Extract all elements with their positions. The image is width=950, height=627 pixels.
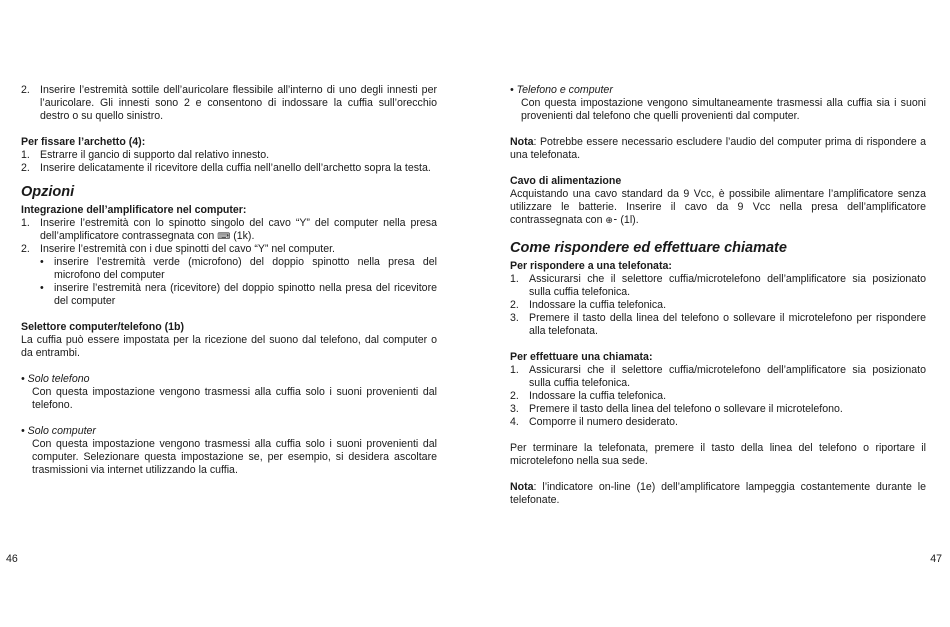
archetto-heading: Per fissare l’archetto (4): <box>21 136 146 148</box>
telefono-computer-text: Con questa impostazione vengono simultaneamente trasmessi alla cuffia sia i suoni provenienti dal telefono che quelli provenienti dal computer. <box>521 97 926 122</box>
list-item: 2. Inserire l’estremità con i due spinotti del cavo “Y” nel computer. <box>21 243 335 255</box>
computer-icon: ⌨ <box>217 231 231 241</box>
list-item: 1. Assicurarsi che il selettore cuffia/microtelefono dell’amplificatore sia posizionato sulla cuffia telefonica. <box>510 273 926 298</box>
list-item: 3. Premere il tasto della linea del telefono o sollevare il microtelefono per rispondere alla telefonata. <box>510 312 926 337</box>
solo-telefono-title: • Solo telefono <box>21 373 90 385</box>
solo-computer-text: Con questa impostazione vengono trasmessi alla cuffia solo i suoni provenienti dal computer. Selezionare questa impostazione se, per esempio, si desidera ascoltare trasmissioni via internet utilizzando la cuffia. <box>32 438 437 476</box>
rispondere-heading: Per rispondere a una telefonata: <box>510 260 672 272</box>
page-number-left: 46 <box>6 553 18 565</box>
nota-paragraph: Nota: l’indicatore on-line (1e) dell’amplificatore lampeggia costantemente durante le telefonate. <box>510 481 926 506</box>
list-item: 2. Indossare la cuffia telefonica. <box>510 390 667 402</box>
bullet-item: • inserire l’estremità verde (microfono) del doppio spinotto nella presa del microfono del computer <box>40 256 437 281</box>
list-item: 1. Estrarre il gancio di supporto dal relativo innesto. <box>21 149 270 161</box>
cavo-heading: Cavo di alimentazione <box>510 175 622 187</box>
terminare-text: Per terminare la telefonata, premere il tasto della linea del telefono o riportare il microtelefono nella sua sede. <box>510 442 926 467</box>
bullet-item: • inserire l’estremità nera (ricevitore) del doppio spinotto nella presa del ricevitore del computer <box>40 282 437 307</box>
integrazione-heading: Integrazione dell’amplificatore nel computer: <box>21 204 247 216</box>
solo-computer-title: • Solo computer <box>21 425 96 437</box>
list-item: 2. Indossare la cuffia telefonica. <box>510 299 667 311</box>
list-item: 4. Comporre il numero desiderato. <box>510 416 678 428</box>
list-item: 1. Assicurarsi che il selettore cuffia/microtelefono dell’amplificatore sia posizionato sulla cuffia telefonica. <box>510 364 926 389</box>
list-item: 2. Inserire delicatamente il ricevitore della cuffia nell’anello dell’archetto sopra la testa. <box>21 162 431 174</box>
solo-telefono-text: Con questa impostazione vengono trasmessi alla cuffia solo i suoni provenienti dal telefono. <box>32 386 437 411</box>
left-page-column <box>21 84 437 477</box>
selettore-heading: Selettore computer/telefono (1b) <box>21 321 185 333</box>
cavo-text: Acquistando una cavo standard da 9 Vcc, è possibile alimentare l’amplificatore senza utilizzare le batterie. Inserire il cavo da 9 Vcc nella presa dell’amplificatore contrassegnata con ⊕⁃ (1l). <box>510 188 926 226</box>
nota-label: Nota <box>510 136 534 148</box>
section-title-opzioni: Opzioni <box>21 184 75 200</box>
list-item: 1. Inserire l’estremità con lo spinotto singolo del cavo “Y” del computer nella presa dell’amplificatore contrassegnata con ⌨ (1k). <box>21 217 437 242</box>
section-title-chiamate: Come rispondere ed effettuare chiamate <box>510 240 787 256</box>
selettore-text: La cuffia può essere impostata per la ricezione del suono dal telefono, dal computer o da entrambi. <box>21 334 437 359</box>
power-plug-icon: ⊕⁃ <box>605 215 618 225</box>
right-page-column <box>510 84 926 507</box>
page-number-right: 47 <box>930 553 942 565</box>
list-item: 2. Inserire l’estremità sottile dell’auricolare flessibile all’interno di uno degli innesti per l’auricolare. Gli innesti sono 2 e consentono di indossare la cuffia sull’orecchio destro o su quello sinistro. <box>21 84 437 122</box>
telefono-computer-title: • Telefono e computer <box>510 84 613 96</box>
list-item: 3. Premere il tasto della linea del telefono o sollevare il microtelefono. <box>510 403 843 415</box>
effettuare-heading: Per effettuare una chiamata: <box>510 351 653 363</box>
nota-paragraph: Nota: Potrebbe essere necessario escludere l’audio del computer prima di rispondere a una telefonata. <box>510 136 926 161</box>
nota-label: Nota <box>510 481 534 493</box>
earpiece-step-text: Inserire l’estremità sottile dell’auricolare flessibile all’interno di uno degli innesti per l’auricolare. Gli innesti sono 2 e consentono di indossare la cuffia sull’orecchio destro o su quello sinistro. <box>40 84 437 122</box>
